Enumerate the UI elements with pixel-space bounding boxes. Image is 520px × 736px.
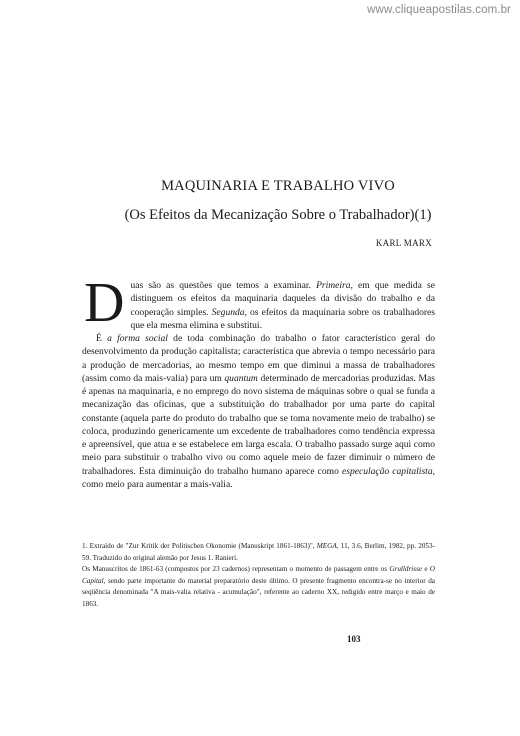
text-segment: e xyxy=(422,565,430,574)
drop-cap: D xyxy=(84,272,125,334)
footnotes xyxy=(82,541,435,611)
text-segment: sendo parte importante do material preparatório deste último. O presente fragmento encontra-se no interior da seqüência denominada "A mais-valia relativa - acumulação", referente ao caderno XX, redigido entre março e maio de 1863. xyxy=(82,576,435,608)
text-segment: como meio para aumentar a mais-valia. xyxy=(82,478,233,490)
emphasis-text: O Capital, xyxy=(82,565,435,585)
text-segment: em que medida se distinguem os efeitos da maquinaria daqueles da divisão do trabalho e da cooperação simples. xyxy=(130,280,435,318)
emphasis-text: especulação capitalista, xyxy=(342,465,435,477)
emphasis-text: MEGA, xyxy=(316,542,339,550)
article-title: MAQUINARIA E TRABALHO VIVO xyxy=(161,178,395,194)
article-body xyxy=(82,272,436,491)
article-subtitle: (Os Efeitos da Mecanização Sobre o Trabalhador)(1) xyxy=(124,207,432,223)
text-segment: os efeitos da maquinaria sobre os trabalhadores que ela mesma elimina e substitui. xyxy=(130,306,436,331)
text-segment: 11, 3.6, Berlim, 1982, pp. 2053-59. Traduzido do original alemão por Jesus 1. Ranieri. xyxy=(82,542,435,562)
emphasis-text: Segunda, xyxy=(211,306,247,318)
text-segment: É xyxy=(96,333,108,344)
emphasis-text: Primeira, xyxy=(316,280,353,291)
page-number: 103 xyxy=(347,634,361,644)
text-segment: 1. Extraído de "Zur Kritik der Politischen Okonomie (Manuskript 1861-1863)", xyxy=(82,542,317,550)
footnote-1 xyxy=(82,541,435,564)
footnote-2 xyxy=(82,564,435,610)
emphasis-text: a forma social xyxy=(107,333,168,344)
emphasis-text: quantum xyxy=(224,372,258,384)
emphasis-text: Grulldrisse xyxy=(389,565,423,574)
text-segment: uas são as questões que temos a examinar. xyxy=(130,280,317,291)
paragraph-1 xyxy=(82,272,436,334)
text-segment: de toda combinação do trabalho o fator característico geral do desenvolvimento da produção capitalista; característica que abrevia o tempo necessário para a produção de mercadorias, ao mesmo tempo em que diminui a massa de trabalhadores (assim como da mais-valia) para um xyxy=(82,333,435,384)
text-segment: determinado de mercadorias produzidas. Mas é apenas na maquinaria, e no emprego do novo sistema de máquinas sobre o qual se funda a mecanização das oficinas, que a substituição do trabalhador por uma parte do capital constante (aquela parte do produto do trabalho que se toma novamente meio de trabalho) se coloca, produzindo genericamente um excedente de trabalhadores como tendência expressa e apreensível, que atua e se estabelece em larga escala. O trabalho passado surge aqui como meio para substituir o trabalho vivo ou como aquele meio de fazer diminuir o número de trabalhadores. Esta diminuição do trabalho humano aparece como xyxy=(82,372,435,477)
text-segment: Os Manuscritos de 1861-63 (compostos por 23 cadernos) representam o momento de passagem entre os xyxy=(82,565,390,574)
site-watermark: www.cliqueapostilas.com.br xyxy=(367,4,511,16)
paragraph-2 xyxy=(82,332,435,491)
author-name: KARL MARX xyxy=(375,238,432,248)
